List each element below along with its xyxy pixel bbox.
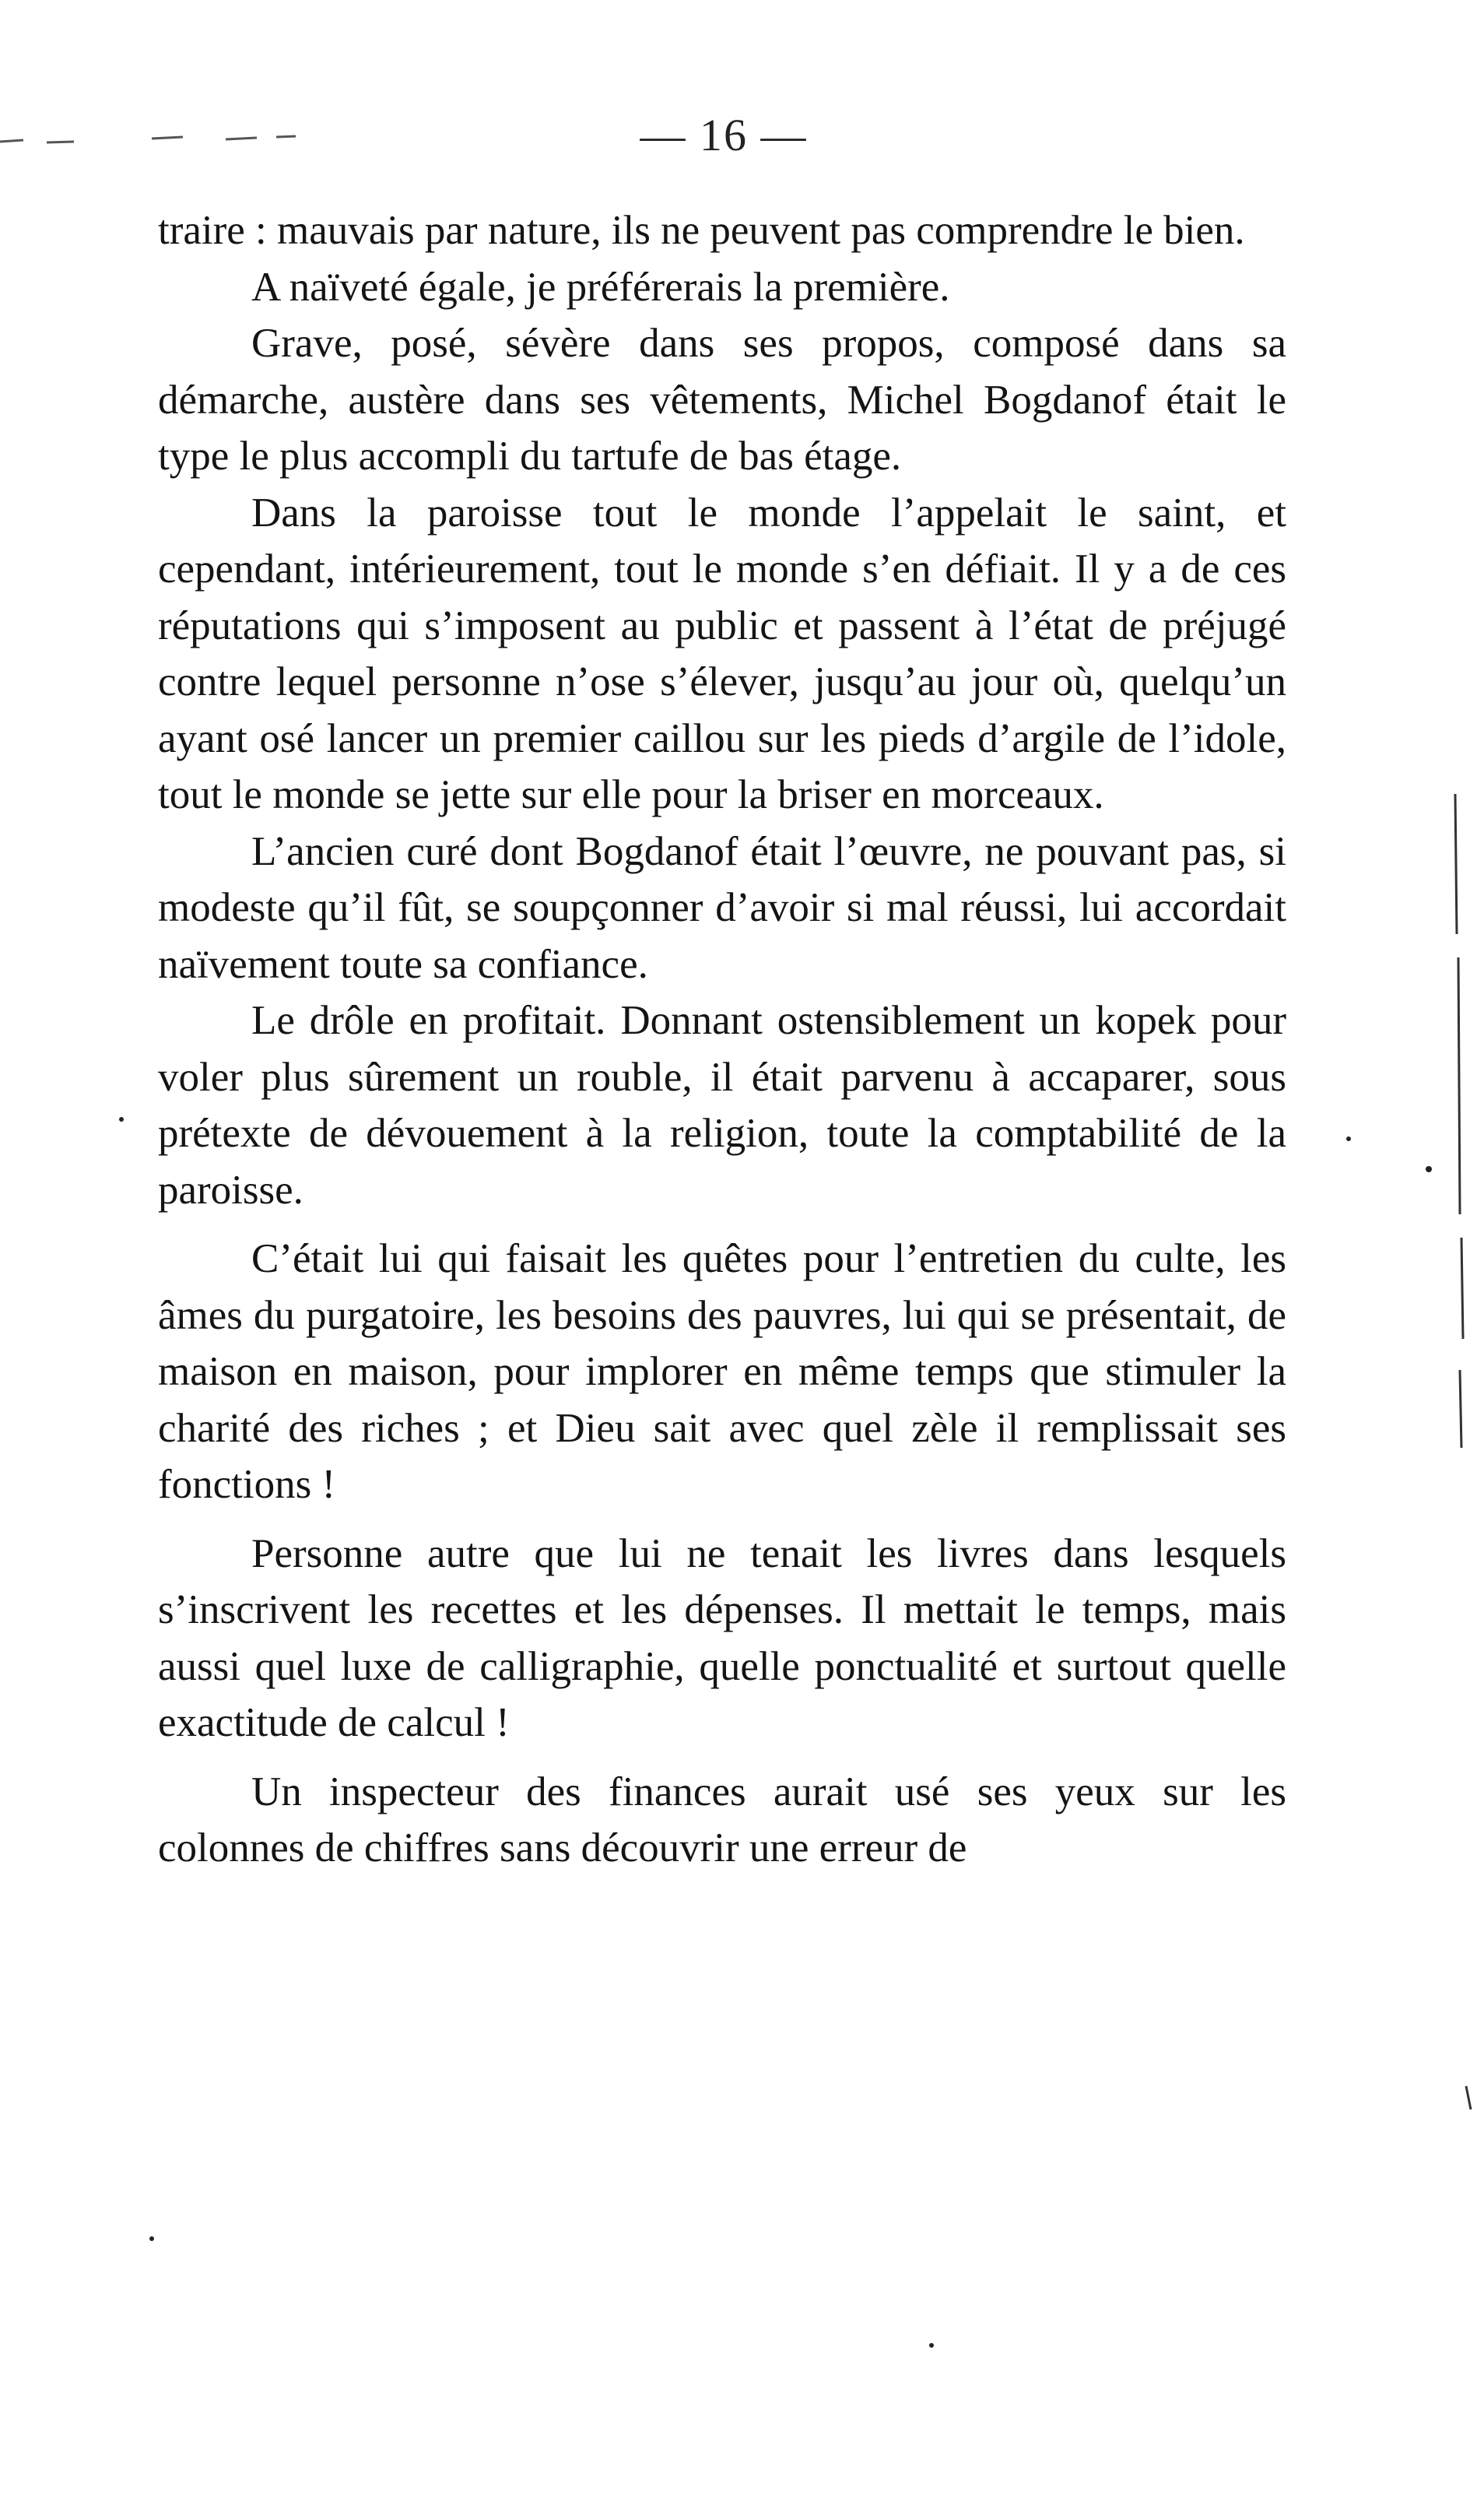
scan-speck: [1346, 1136, 1351, 1141]
scan-margin-marks: [1432, 778, 1479, 2180]
page-number: — 16 —: [640, 110, 808, 160]
paragraph-5: L’ancien curé dont Bogdanof était l’œuvre, ne pouvant pas, si modeste qu’il fût, se soupçonner d’avoir si mal réussi, lui accordait naïvement toute sa confiance.: [158, 828, 1286, 987]
paragraph-7: C’était lui qui faisait les quêtes pour l’entretien du culte, les âmes du purgatoire, les besoins des pauvres, lui qui se présentait, de maison en maison, pour implorer en même temps que stimuler la charité des riches ; et Dieu sait avec quel zèle il remplissait ses fonctions !: [158, 1236, 1286, 1507]
scan-edge-lines: [1432, 778, 1479, 2180]
paragraph-8: Personne autre que lui ne tenait les livres dans lesquels s’inscrivent les recettes et les dépenses. Il mettait le temps, mais aussi quel luxe de calligraphie, quelle ponctualité et surtout quelle exactitude de calcul !: [158, 1530, 1286, 1745]
paragraph-4: Dans la paroisse tout le monde l’appelait le saint, et cependant, intérieurement, tout le monde s’en défiait. Il y a de ces réputations qui s’imposent au public et passent à l’état de préjugé contre lequel personne n’ose s’élever, jusqu’au jour où, quelqu’un ayant osé lancer un premier caillou sur les pieds d’argile de l’idole, tout le monde se jette sur elle pour la briser en morceaux.: [158, 490, 1286, 817]
paragraph-3: Grave, posé, sévère dans ses propos, composé dans sa démarche, austère dans ses vêtements, Michel Bogdanof était le type le plus accompli du tartufe de bas étage.: [158, 321, 1286, 479]
scan-speck: [1426, 1166, 1432, 1172]
body-text: [158, 202, 1286, 1877]
scan-speck: [149, 2236, 154, 2241]
paragraph-9: Un inspecteur des finances aurait usé ses yeux sur les colonnes de chiffres sans découvrir une erreur de: [158, 1769, 1286, 1870]
paragraph-6: Le drôle en profitait. Donnant ostensiblement un kopek pour voler plus sûrement un rouble, il était parvenu à accaparer, sous prétexte de dévouement à la religion, toute la comptabilité de la paroisse.: [158, 998, 1286, 1213]
paragraph-2: A naïveté égale, je préférerais la première.: [251, 264, 950, 310]
scan-speck: [929, 2343, 934, 2348]
scan-speck: [119, 1117, 124, 1122]
paragraph-1: traire : mauvais par nature, ils ne peuvent pas comprendre le bien.: [158, 208, 1245, 253]
